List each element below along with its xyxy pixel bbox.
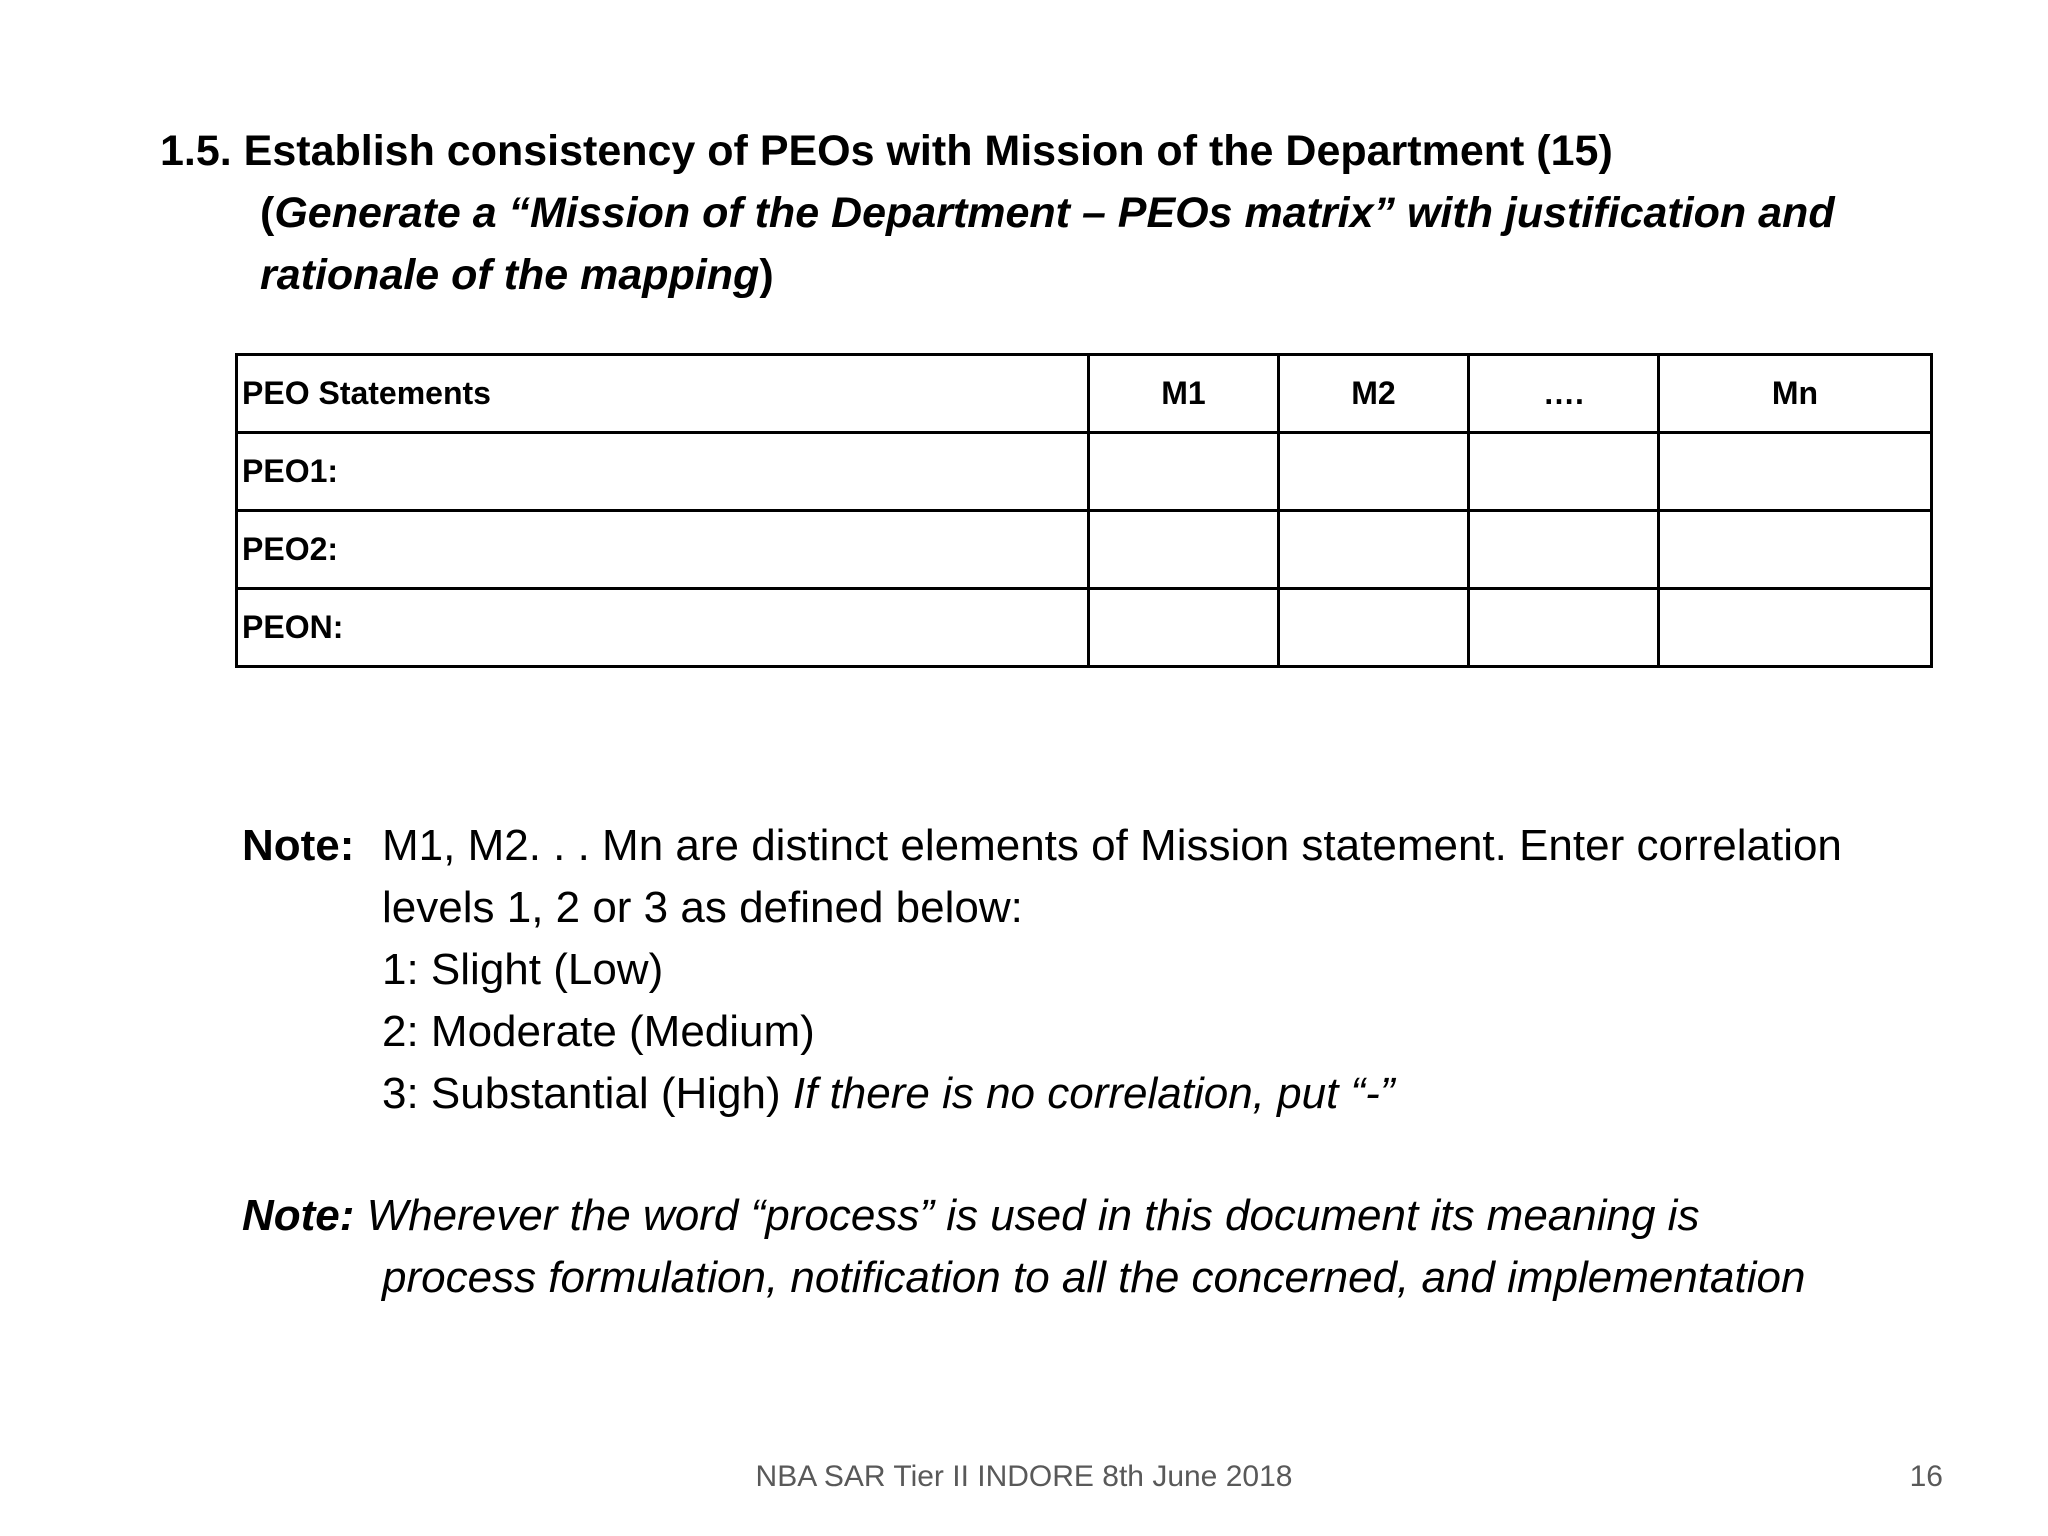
table-cell[interactable] [1279, 511, 1469, 589]
row-label-peo1: PEO1: [237, 433, 1089, 511]
instruction-text: Generate a “Mission of the Department – PEOs matrix” with justification and rationale of the mapping [260, 189, 1835, 299]
row-label-peon: PEON: [237, 589, 1089, 667]
section-title: 1.5. Establish consistency of PEOs with Mission of the Department (15) [160, 127, 1613, 175]
table-cell[interactable] [1279, 589, 1469, 667]
table-cell[interactable] [1659, 511, 1932, 589]
no-correlation-text: If there is no correlation, put “-” [792, 1069, 1395, 1118]
instruction-close-paren: ) [759, 251, 774, 299]
process-note-text-1: Wherever the word “process” is used in this document its meaning is [366, 1191, 1700, 1240]
note-label: Note: [242, 821, 355, 870]
table-cell[interactable] [1659, 433, 1932, 511]
table-cell[interactable] [1089, 511, 1279, 589]
mission-peo-matrix [235, 353, 1933, 668]
header-ellipsis: …. [1469, 355, 1659, 433]
correlation-note [242, 815, 1962, 1125]
table-row [237, 589, 1932, 667]
table-cell[interactable] [1279, 433, 1469, 511]
process-note-text-2: process formulation, notification to all the concerned, and implementation [382, 1253, 1806, 1302]
section-instruction [160, 182, 1980, 306]
header-m1: M1 [1089, 355, 1279, 433]
table-cell[interactable] [1089, 589, 1279, 667]
correlation-note-text: M1, M2. . . Mn are distinct elements of Mission statement. Enter correlation levels 1, 2 or 3 as defined below: [382, 821, 1842, 932]
table-cell[interactable] [1469, 433, 1659, 511]
matrix-header-row [237, 355, 1932, 433]
header-m2: M2 [1279, 355, 1469, 433]
process-note [242, 1185, 1982, 1309]
level-1-text: 1: Slight (Low) [382, 945, 664, 994]
slide-footer: NBA SAR Tier II INDORE 8th June 2018 [755, 1460, 1293, 1493]
table-row [237, 511, 1932, 589]
process-note-line1 [242, 1191, 1699, 1240]
level-2-label: 2: Moderate (Medium) [382, 1007, 815, 1056]
correlation-note-intro [242, 815, 1962, 939]
table-cell[interactable] [1089, 433, 1279, 511]
page-number: 16 [1909, 1460, 1943, 1493]
table-cell[interactable] [1469, 589, 1659, 667]
table-cell[interactable] [1469, 511, 1659, 589]
level-3-line [242, 1063, 1962, 1125]
instruction-open-paren: ( [260, 189, 275, 237]
header-peo-statements: PEO Statements [237, 355, 1089, 433]
level-2-text [242, 1001, 1962, 1063]
note-label: Note: [242, 1191, 355, 1240]
row-label-peo2: PEO2: [237, 511, 1089, 589]
level-3-text: 3: Substantial (High) [382, 1069, 781, 1118]
section-heading [160, 120, 1980, 306]
table-row [237, 433, 1932, 511]
header-mn: Mn [1659, 355, 1932, 433]
table-cell[interactable] [1659, 589, 1932, 667]
